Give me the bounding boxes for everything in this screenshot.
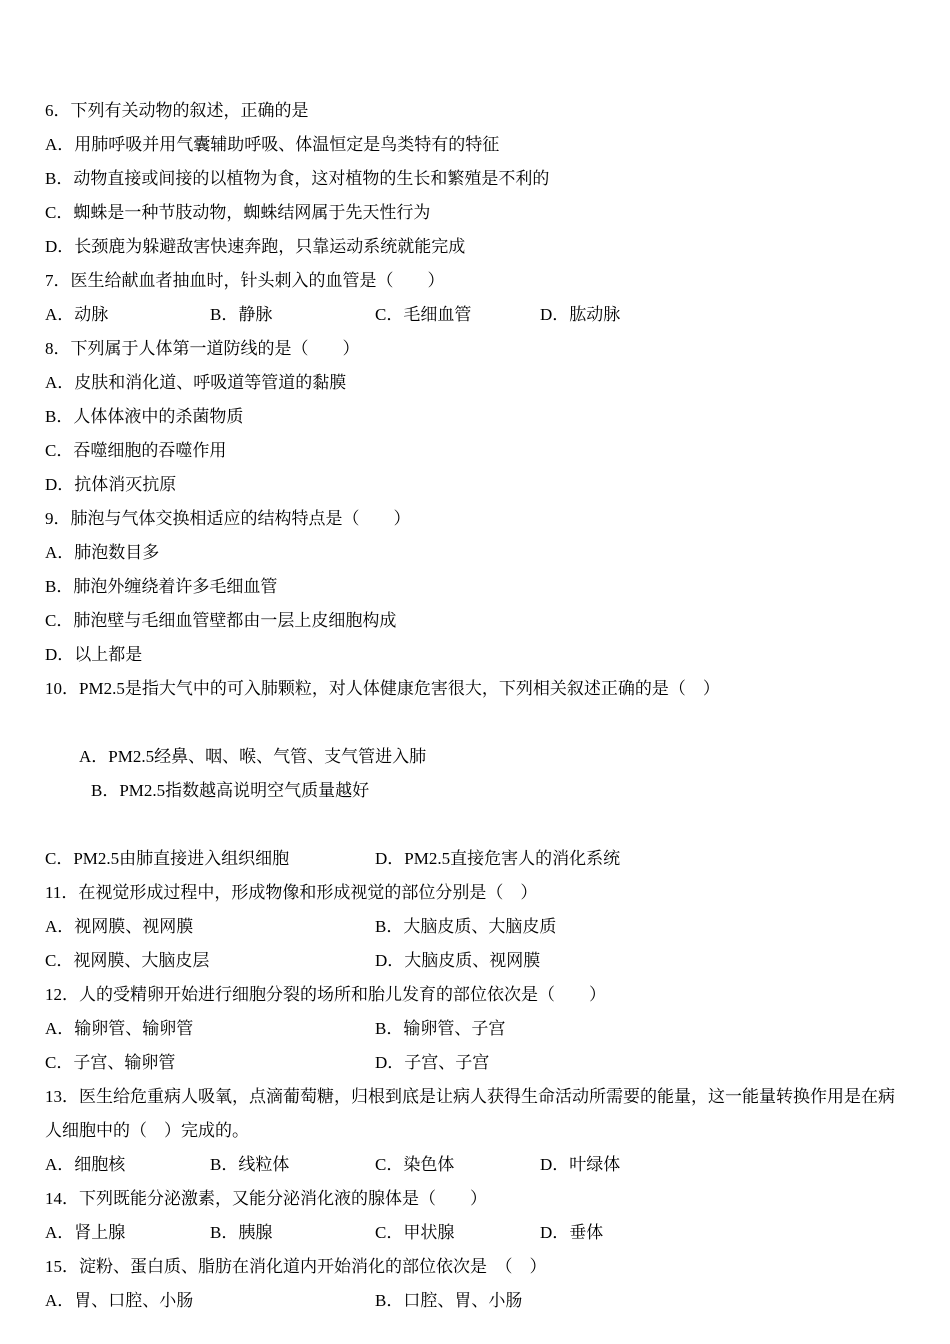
- option-c: C．PM2.5由肺直接进入组织细胞: [45, 849, 290, 868]
- option-d: D．长颈鹿为躲避敌害快速奔跑，只靠运动系统就能完成: [45, 237, 466, 256]
- option-a: A．动脉: [45, 305, 109, 324]
- option-a: A．肺泡数目多: [45, 543, 160, 562]
- option-a: A．胃、口腔、小肠: [45, 1291, 194, 1310]
- option-a: A．肾上腺: [45, 1223, 126, 1242]
- options-row-ab: [45, 910, 907, 944]
- option-a: A．细胞核: [45, 1155, 126, 1174]
- question-stem: 12．人的受精卵开始进行细胞分裂的场所和胎儿发育的部位依次是（ ）: [45, 985, 606, 1004]
- option-d: D．肱动脉: [540, 305, 621, 324]
- option-a: A．皮肤和消化道、呼吸道等管道的黏膜: [45, 373, 347, 392]
- option-d: D．子宫、子宫: [375, 1053, 490, 1072]
- option-c: C．甲状腺: [375, 1223, 455, 1242]
- option-c: C．染色体: [375, 1155, 455, 1174]
- option-a: A．输卵管、输卵管: [45, 1019, 194, 1038]
- options-row-cd: [45, 1046, 907, 1080]
- options-row-cd: [45, 842, 907, 876]
- options-row-ab: [45, 1284, 907, 1318]
- question-11: [45, 876, 907, 978]
- options-row: [45, 298, 907, 332]
- question-stem: 11．在视觉形成过程中，形成物像和形成视觉的部位分别是（ ）: [45, 883, 538, 902]
- option-b: B．大脑皮质、大脑皮质: [375, 917, 557, 936]
- option-a: A．视网膜、视网膜: [45, 917, 194, 936]
- option-b: B．肺泡外缠绕着许多毛细血管: [45, 577, 278, 596]
- option-a: A．用肺呼吸并用气囊辅助呼吸、体温恒定是鸟类特有的特征: [45, 135, 500, 154]
- option-b: B．静脉: [210, 305, 273, 324]
- option-d: D．大脑皮质、视网膜: [375, 951, 541, 970]
- option-c: C．肺泡壁与毛细血管壁都由一层上皮细胞构成: [45, 611, 397, 630]
- options-row-cd: [45, 944, 907, 978]
- question-stem: 13．医生给危重病人吸氧，点滴葡萄糖，归根到底是让病人获得生命活动所需要的能量，这一能量转换作用是在病人细胞中的（ ）完成的。: [45, 1087, 895, 1140]
- option-b: B．人体体液中的杀菌物质: [45, 407, 244, 426]
- option-c: C．毛细血管: [375, 305, 472, 324]
- option-c: C．吞噬细胞的吞噬作用: [45, 441, 227, 460]
- question-13: [45, 1080, 907, 1182]
- options-row-ab: [45, 706, 907, 842]
- question-stem: 6．下列有关动物的叙述，正确的是: [45, 101, 309, 120]
- options-row: [45, 1148, 907, 1182]
- question-stem: 10．PM2.5是指大气中的可入肺颗粒，对人体健康危害很大，下列相关叙述正确的是（ ）: [45, 679, 720, 698]
- option-c: C．子宫、输卵管: [45, 1053, 176, 1072]
- options-row: [45, 1216, 907, 1250]
- option-b: B．PM2.5指数越高说明空气质量越好: [91, 781, 370, 800]
- question-8: [45, 332, 907, 502]
- question-7: [45, 264, 907, 332]
- option-b: B．输卵管、子宫: [375, 1019, 506, 1038]
- option-b: B．口腔、胃、小肠: [375, 1291, 523, 1310]
- question-stem: 15．淀粉、蛋白质、脂肪在消化道内开始消化的部位依次是 （ ）: [45, 1257, 547, 1276]
- option-c: C．视网膜、大脑皮层: [45, 951, 210, 970]
- option-c: C．蜘蛛是一种节肢动物，蜘蛛结网属于先天性行为: [45, 203, 431, 222]
- question-12: [45, 978, 907, 1080]
- question-stem: 14．下列既能分泌激素，又能分泌消化液的腺体是（ ）: [45, 1189, 487, 1208]
- option-a: A．PM2.5经鼻、咽、喉、气管、支气管进入肺: [79, 747, 427, 766]
- option-b: B．线粒体: [210, 1155, 290, 1174]
- option-d: D．叶绿体: [540, 1155, 621, 1174]
- question-6: [45, 94, 907, 264]
- question-9: [45, 502, 907, 672]
- option-d: D．抗体消灭抗原: [45, 475, 177, 494]
- question-10: [45, 672, 907, 876]
- options-row-ab: [45, 1012, 907, 1046]
- exam-content: [45, 94, 907, 1318]
- question-stem: 9．肺泡与气体交换相适应的结构特点是（ ）: [45, 509, 411, 528]
- question-stem: 8．下列属于人体第一道防线的是（ ）: [45, 339, 360, 358]
- option-d: D．PM2.5直接危害人的消化系统: [375, 849, 621, 868]
- question-14: [45, 1182, 907, 1250]
- option-b: B．动物直接或间接的以植物为食，这对植物的生长和繁殖是不利的: [45, 169, 550, 188]
- question-15: [45, 1250, 907, 1318]
- question-stem: 7．医生给献血者抽血时，针头刺入的血管是（ ）: [45, 271, 445, 290]
- option-b: B．胰腺: [210, 1223, 273, 1242]
- option-d: D．以上都是: [45, 645, 143, 664]
- option-d: D．垂体: [540, 1223, 604, 1242]
